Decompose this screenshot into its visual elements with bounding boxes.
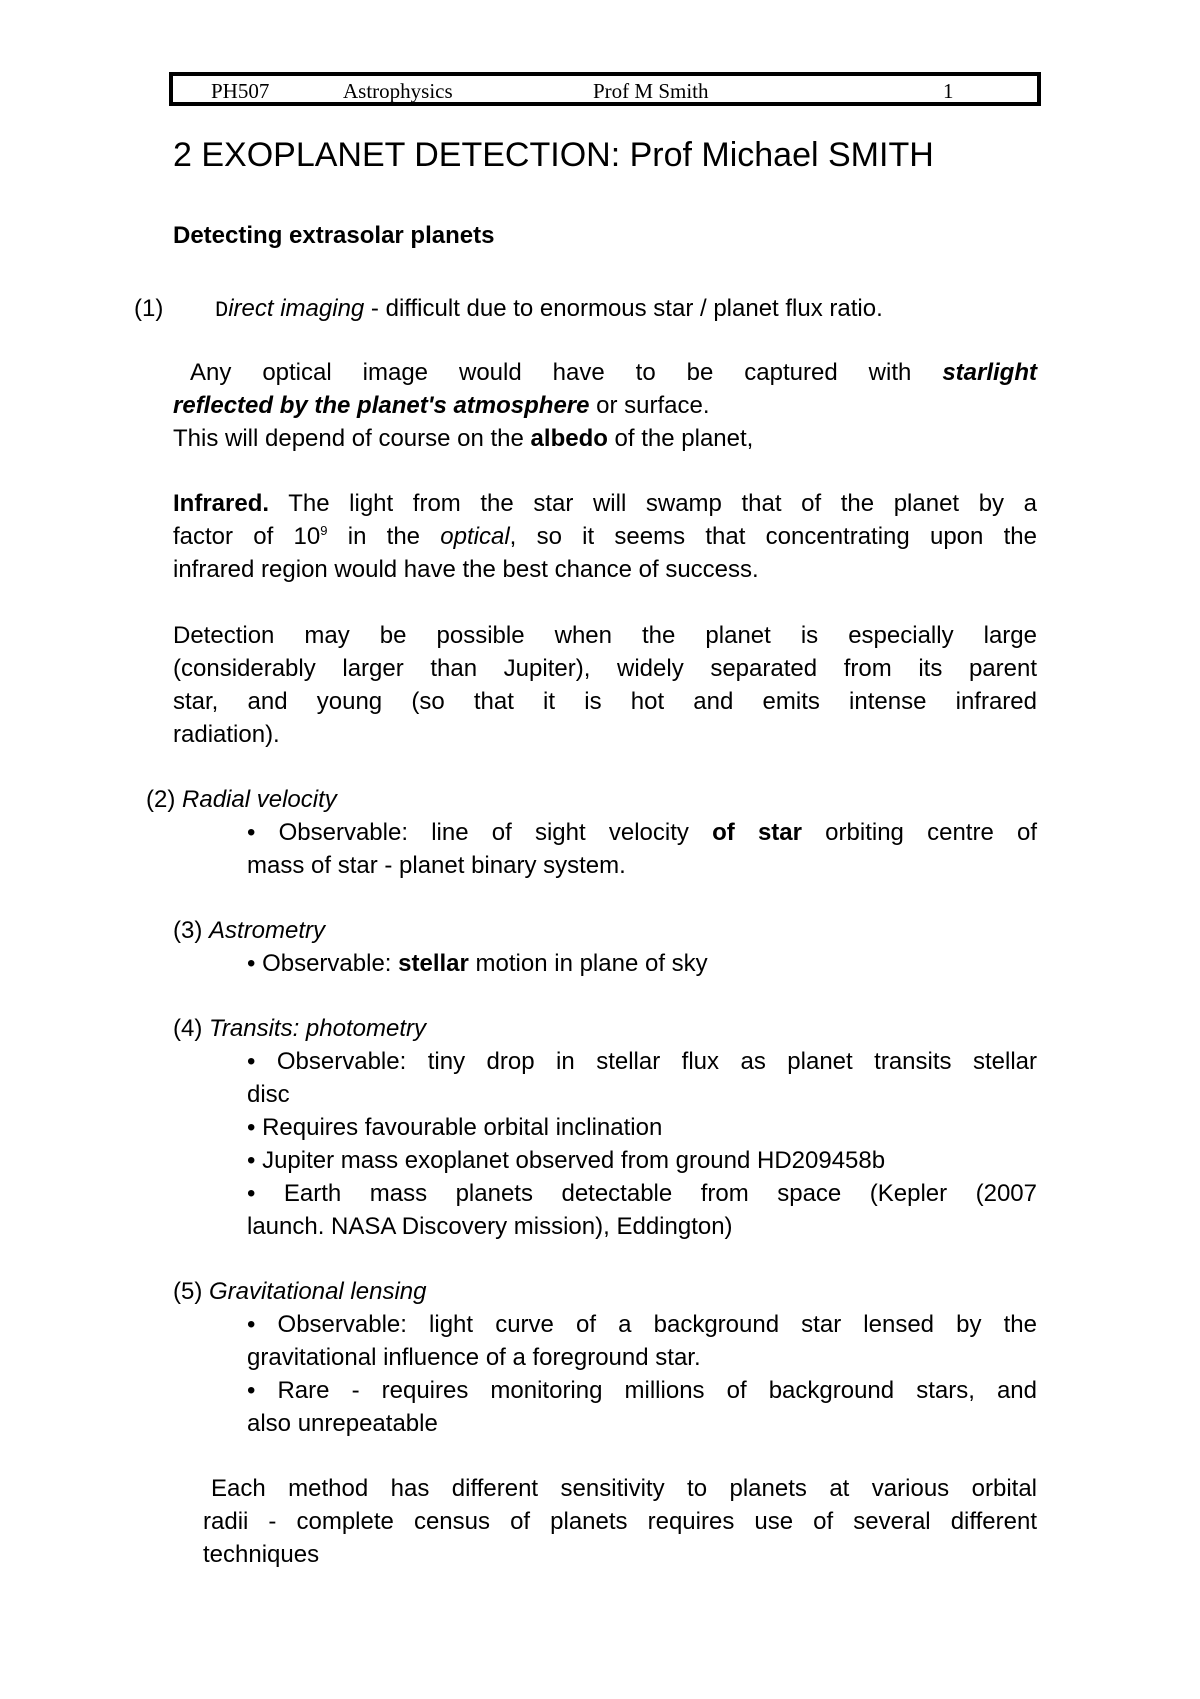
item5-bullet-1: • Observable: light curve of a background star lensed by the (247, 1311, 1037, 1338)
page-header (169, 72, 1041, 106)
optical-line-3: This will depend of course on the albedo of the planet, (173, 425, 754, 452)
detection-line-1: Detection may be possible when the planet is especially large (173, 622, 1037, 649)
item4-bullet-4: • Earth mass planets detectable from space (Kepler (2007 (247, 1180, 1037, 1207)
conclusion-line-1: Each method has different sensitivity to planets at various orbital (211, 1475, 1037, 1502)
item3-bullet-1: • Observable: stellar motion in plane of sky (247, 950, 708, 977)
detection-line-3: star, and young (so that it is hot and emits intense infrared (173, 688, 1037, 715)
item4-bullet-4-cont: launch. NASA Discovery mission), Eddington) (247, 1213, 733, 1240)
detection-line-4: radiation). (173, 721, 280, 748)
item2-bullet-1: • Observable: line of sight velocity of star orbiting centre of (247, 819, 1038, 846)
item1-number: (1) (134, 295, 164, 322)
item1-description: - difficult due to enormous star / planet flux ratio. (364, 295, 883, 322)
page-title: 2 EXOPLANET DETECTION: Prof Michael SMITH (173, 136, 934, 174)
item4-bullet-1: • Observable: tiny drop in stellar flux as planet transits stellar (247, 1048, 1037, 1075)
detection-line-2: (considerably larger than Jupiter), widely separated from its parent (173, 655, 1037, 682)
item3-heading: (3) Astrometry (173, 917, 326, 944)
item4-bullet-1-cont: disc (247, 1081, 290, 1108)
course-code: PH507 (211, 79, 270, 103)
item2-bullet-1-cont: mass of star - planet binary system. (247, 852, 626, 879)
item5-heading: (5) Gravitational lensing (173, 1278, 427, 1305)
item5-bullet-2: • Rare - requires monitoring millions of background stars, and (247, 1377, 1037, 1404)
optical-line-2: reflected by the planet's atmosphere or surface. (173, 392, 710, 419)
infrared-line-1: Infrared. The light from the star will swamp that of the planet by a (173, 490, 1037, 517)
item1-text (215, 292, 883, 327)
item4-bullet-2: • Requires favourable orbital inclination (247, 1114, 663, 1141)
conclusion-line-3: techniques (203, 1541, 320, 1568)
item4-heading: (4) Transits: photometry (173, 1015, 426, 1042)
section-heading: Detecting extrasolar planets (173, 222, 495, 249)
page-number: 1 (943, 79, 954, 103)
optical-line-1: Any optical image would have to be captured with starlight (190, 359, 1037, 386)
item5-bullet-1-cont: gravitational influence of a foreground star. (247, 1344, 701, 1371)
conclusion-line-2: radii - complete census of planets requires use of several different (203, 1508, 1037, 1535)
item1-method: irect imaging (228, 295, 365, 322)
infrared-line-2: factor of $10^9$ in the optical, so it seems that concentrating upon the (173, 523, 1037, 550)
item1-initial: D (215, 298, 229, 323)
item4-bullet-3: • Jupiter mass exoplanet observed from ground HD209458b (247, 1147, 886, 1174)
course-subject: Astrophysics (343, 79, 453, 103)
item5-bullet-2-cont: also unrepeatable (247, 1410, 438, 1437)
item2-heading: (2) Radial velocity (146, 786, 337, 813)
infrared-line-3: infrared region would have the best chance of success. (173, 556, 759, 583)
lecturer-name: Prof M Smith (593, 79, 709, 103)
